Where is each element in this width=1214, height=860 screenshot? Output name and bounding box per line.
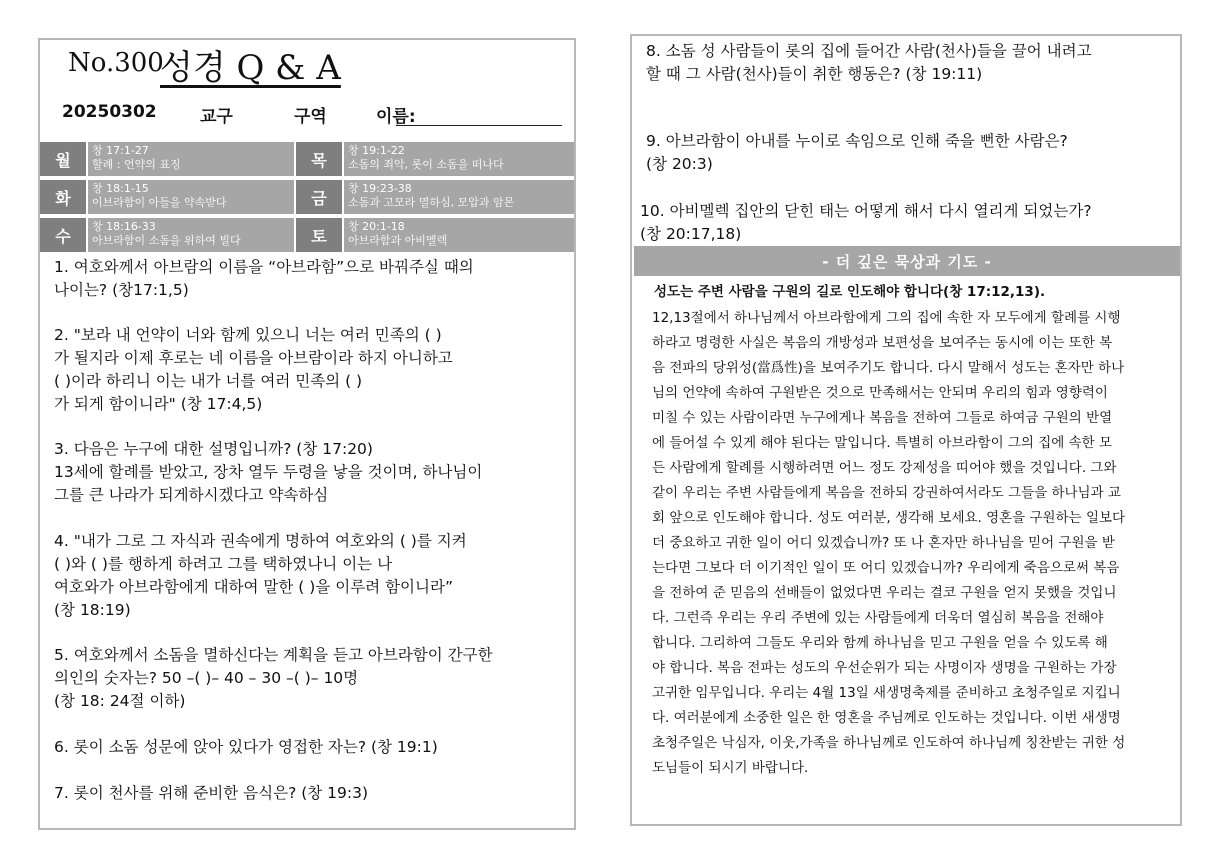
question-line: 7. 롯이 천사를 위해 준비한 음식은? (창 19:3) xyxy=(54,784,369,802)
schedule-topic: 소돔과 고모라 멸하심, 모압과 암몬 xyxy=(348,196,515,209)
question-4 xyxy=(54,530,467,622)
question-line: 여호와가 아브라함에게 대하여 말한 ( )을 이루려 함이니라” xyxy=(54,578,453,596)
question-line: ( )이라 하리니 이는 내가 너를 여러 민족의 ( ) xyxy=(54,372,363,390)
question-line: 가 되게 함이니라" (창 17:4,5) xyxy=(54,395,263,413)
name-blank-line xyxy=(396,125,562,126)
schedule-topic: 아브라함과 아비멜렉 xyxy=(348,234,448,247)
schedule-ref: 창 18:16-33 xyxy=(92,220,156,233)
question-line: (창 18: 24절 이하) xyxy=(54,692,186,710)
meditation-body xyxy=(652,306,1158,781)
question-line: 13세에 할례를 받았고, 장차 열두 두령을 낳을 것이며, 하나님이 xyxy=(54,463,483,481)
question-line: 1. 여호와께서 아브람의 이름을 “아브라함”으로 바꿔주실 때의 xyxy=(54,258,474,276)
meditation-line: 음 전파의 당위성(當爲性)을 보여주기도 합니다. 다시 말해서 성도는 혼자만 하나 xyxy=(652,360,1125,376)
question-line: 6. 롯이 소돔 성문에 앉아 있다가 영접한 자는? (창 19:1) xyxy=(54,738,438,756)
question-8 xyxy=(646,40,1092,86)
question-line: 9. 아브라함이 아내를 누이로 속임으로 인해 죽을 뻔한 사람은? xyxy=(646,132,1068,150)
schedule-row xyxy=(40,180,574,216)
question-line: 2. "보라 내 언약이 너와 함께 있으니 너는 여러 민족의 ( ) xyxy=(54,326,442,344)
district-label: 구역 xyxy=(294,107,327,127)
meditation-line: 다. 그런즉 우리는 우리 주변에 있는 사람들에게 더욱더 열심히 복음을 전해야 xyxy=(652,610,1104,626)
schedule-reading xyxy=(344,142,574,176)
reading-schedule xyxy=(40,142,574,256)
schedule-reading xyxy=(88,142,294,176)
question-1 xyxy=(54,256,474,302)
question-line: 그를 큰 나라가 되게하시겠다고 약속하심 xyxy=(54,486,329,504)
meditation-line: 다. 여러분에게 소중한 일은 한 영혼을 주님께로 인도하는 것입니다. 이번 새생명 xyxy=(652,710,1121,726)
schedule-reading xyxy=(88,180,294,214)
schedule-topic: 이브라함이 아들을 약속받다 xyxy=(92,196,227,209)
meditation-line: 에 들어설 수 있게 해야 된다는 말입니다. 특별히 아브라함이 그의 집에 속한 모 xyxy=(652,435,1113,451)
question-line: (창 20:17,18) xyxy=(640,225,742,243)
schedule-ref: 창 20:1-18 xyxy=(348,220,405,233)
page-title: 성경 Q & A xyxy=(160,48,341,88)
meditation-line: 합니다. 그리하여 그들도 우리와 함께 하나님을 믿고 구원을 얻을 수 있도록 해 xyxy=(652,635,1108,651)
meditation-title: 성도는 주변 사람을 구원의 길로 인도해야 합니다(창 17:12,13). xyxy=(654,284,1046,300)
question-9 xyxy=(646,130,1068,176)
question-2 xyxy=(54,324,453,416)
meditation-line: 도님들이 되시기 바랍니다. xyxy=(652,760,809,776)
schedule-row xyxy=(40,142,574,178)
question-line: 4. "내가 그로 그 자식과 권속에게 명하여 여호와의 ( )를 지켜 xyxy=(54,532,467,550)
question-line: 5. 여호와께서 소돔을 멸하신다는 계획을 듣고 아브라함이 간구한 xyxy=(54,646,493,664)
left-panel xyxy=(38,38,576,830)
question-line: 8. 소돔 성 사람들이 롯의 집에 들어간 사람(천사)들을 끌어 내려고 xyxy=(646,42,1092,60)
schedule-row xyxy=(40,218,574,254)
question-7 xyxy=(54,782,368,805)
issue-number: No.300 xyxy=(68,48,164,78)
question-line: 나이는? (창17:1,5) xyxy=(54,281,189,299)
question-10 xyxy=(640,200,1092,246)
question-line: ( )와 ( )를 행하게 하려고 그를 택하였나니 이는 나 xyxy=(54,555,393,573)
schedule-ref: 창 19:23-38 xyxy=(348,182,412,195)
schedule-topic: 소돔의 죄악, 롯이 소돔을 떠나다 xyxy=(348,158,504,171)
meditation-line: 야 합니다. 복음 전파는 성도의 우선순위가 되는 사명이자 생명을 구원하는 가장 xyxy=(652,660,1117,676)
schedule-reading xyxy=(88,218,294,252)
meditation-line: 초청주일은 낙심자, 이웃,가족을 하나님께로 인도하여 하나님께 칭찬받는 귀한 성 xyxy=(652,735,1126,751)
question-line: (창 20:3) xyxy=(646,155,713,173)
meditation-line: 든 사람에게 할례를 시행하려면 어느 정도 강제성을 띠어야 했을 것입니다. 그와 xyxy=(652,460,1117,476)
schedule-day: 수 xyxy=(40,218,86,252)
question-line: 3. 다음은 누구에 대한 설명입니까? (창 17:20) xyxy=(54,440,373,458)
question-line: 할 때 그 사람(천사)들이 취한 행동은? (창 19:11) xyxy=(646,65,983,83)
meditation-line: 님의 언약에 속하여 구원받은 것으로 만족해서는 안되며 우리의 힘과 영향력이 xyxy=(652,385,1108,401)
schedule-topic: 아브라함이 소돔을 위하여 빌다 xyxy=(92,234,241,247)
meditation-line: 하라고 명령한 사실은 복음의 개방성과 보편성을 보여주는 동시에 이는 또한 복 xyxy=(652,335,1113,351)
question-5 xyxy=(54,644,493,713)
question-6 xyxy=(54,736,438,759)
meditation-banner: - 더 깊은 묵상과 기도 - xyxy=(634,246,1180,276)
date-label: 20250302 xyxy=(62,102,157,122)
meditation-line: 12,13절에서 하나님께서 아브라함에게 그의 집에 속한 자 모두에게 할례를 시행 xyxy=(652,310,1121,326)
schedule-topic: 할례 : 언약의 표징 xyxy=(92,158,181,171)
meditation-line: 회 앞으로 인도해야 합니다. 성도 여러분, 생각해 보세요. 영혼을 구원하는 일보다 xyxy=(652,510,1126,526)
right-panel xyxy=(630,34,1182,826)
question-line: (창 18:19) xyxy=(54,601,131,619)
info-row xyxy=(62,102,562,128)
schedule-day: 금 xyxy=(296,180,342,214)
question-3 xyxy=(54,438,482,507)
question-line: 10. 아비멜렉 집안의 닫힌 태는 어떻게 해서 다시 열리게 되었는가? xyxy=(640,202,1092,220)
meditation-line: 을 전하여 준 믿음의 선배들이 없었다면 우리는 결코 구원을 얻지 못했을 것입니 xyxy=(652,585,1117,601)
schedule-day: 화 xyxy=(40,180,86,214)
question-line: 의인의 숫자는? 50 –( )– 40 – 30 –( )– 10명 xyxy=(54,669,359,687)
meditation-line: 같이 우리는 주변 사람들에게 복음을 전하되 강권하여서라도 그들을 하나님과 교 xyxy=(652,485,1121,501)
schedule-ref: 창 17:1-27 xyxy=(92,144,149,157)
meditation-line: 는다면 그보다 더 이기적인 일이 또 어디 있겠습니까? 우리에게 죽음으로써 복음 xyxy=(652,560,1120,576)
meditation-line: 미칠 수 있는 사람이라면 누구에게나 복음을 전하여 그들로 하여금 구원의 반열 xyxy=(652,410,1113,426)
parish-label: 교구 xyxy=(200,107,233,127)
schedule-ref: 창 18:1-15 xyxy=(92,182,149,195)
schedule-day: 목 xyxy=(296,142,342,176)
schedule-reading xyxy=(344,218,574,252)
schedule-ref: 창 19:1-22 xyxy=(348,144,405,157)
meditation-line: 고귀한 임무입니다. 우리는 4월 13일 새생명축제를 준비하고 초청주일로 지킵니 xyxy=(652,685,1121,701)
schedule-day: 월 xyxy=(40,142,86,176)
meditation-line: 더 중요하고 귀한 일이 어디 있겠습니까? 또 나 혼자만 하나님을 믿어 구원을 받 xyxy=(652,535,1115,551)
name-label: 이름: xyxy=(376,107,416,127)
question-line: 가 될지라 이제 후로는 네 이름을 아브람이라 하지 아니하고 xyxy=(54,349,453,367)
schedule-day: 토 xyxy=(296,218,342,252)
schedule-reading xyxy=(344,180,574,214)
